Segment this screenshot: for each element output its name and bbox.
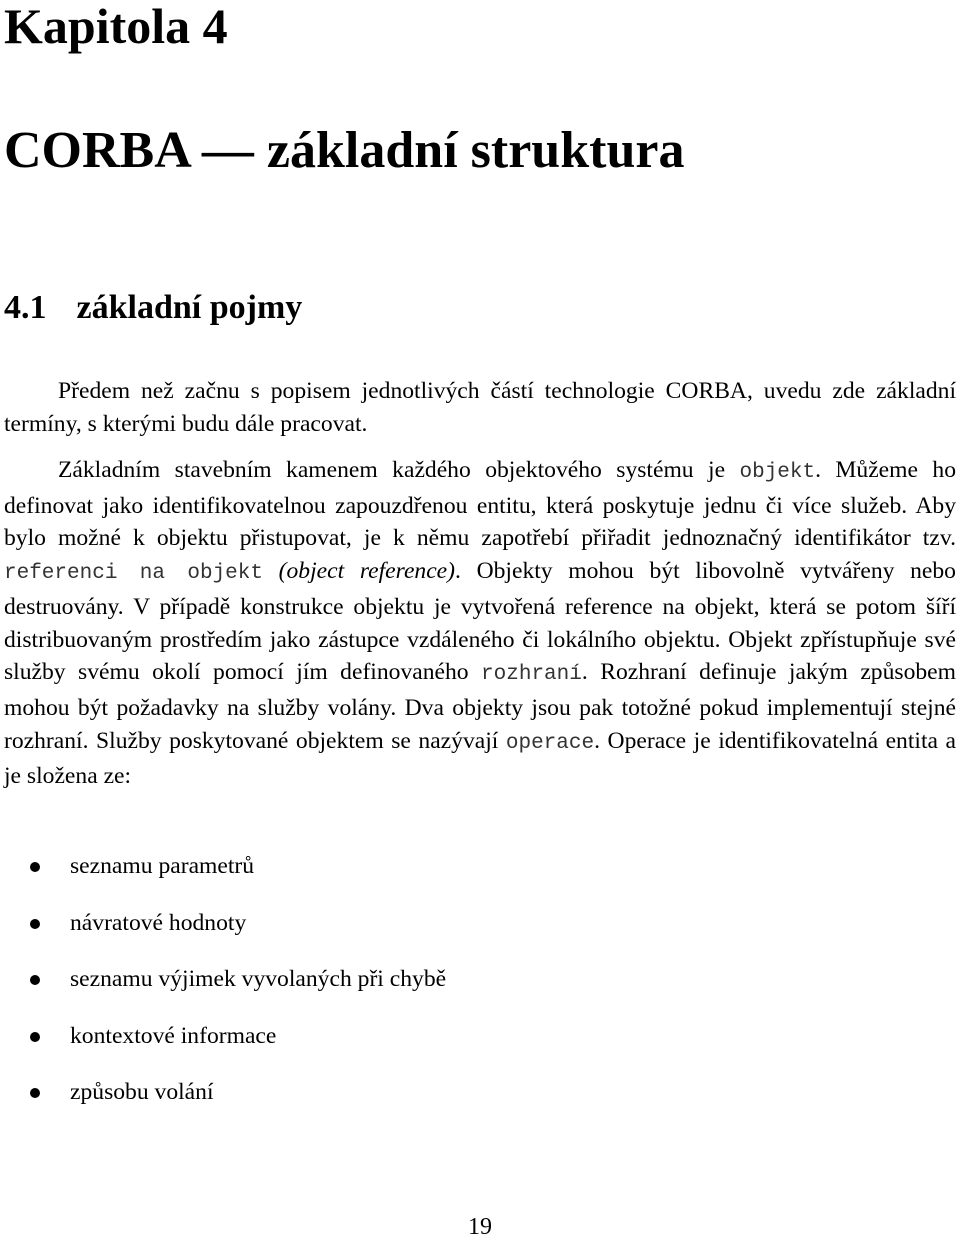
chapter-title: CORBA — základní struktura <box>4 122 685 179</box>
list-item-text: způsobu volání <box>70 1079 214 1106</box>
paragraph-space <box>263 558 279 584</box>
term-rozhrani: rozhraní <box>481 663 582 687</box>
paragraph-text-1: Základním stavebním kamenem každého objektového systému je <box>58 457 740 483</box>
list-item <box>4 848 446 905</box>
paragraph-text-6: . Operace je identifikovatelná entita a je složena ze: <box>4 727 957 790</box>
term-object-reference-italic: (object reference) <box>278 558 456 585</box>
chapter-label: Kapitola 4 <box>4 0 228 54</box>
bullet-icon <box>30 919 40 929</box>
list-item <box>4 1074 446 1131</box>
section-heading <box>4 286 302 330</box>
section-title: základní pojmy <box>76 289 303 326</box>
page-number: 19 <box>468 1214 492 1240</box>
bullet-icon <box>30 1032 40 1042</box>
section-number: 4.1 <box>4 289 47 326</box>
paragraph-object-definition <box>4 454 956 793</box>
list-item <box>4 905 446 962</box>
list-item-text: kontextové informace <box>70 1022 277 1049</box>
paragraph-intro-text: Předem než začnu s popisem jednotlivých částí technologie CORBA, uvedu zde základní termíny, s kterými budu dále pracovat. <box>4 378 956 437</box>
bullet-icon <box>30 862 40 872</box>
bullet-icon <box>30 1088 40 1098</box>
list-item-text: návratové hodnoty <box>70 909 247 936</box>
list-item <box>4 1018 446 1075</box>
list-item-text: seznamu parametrů <box>70 853 255 879</box>
bullet-icon <box>30 975 40 985</box>
term-reference: referenci na objekt <box>4 562 263 586</box>
list-item <box>4 961 446 1018</box>
paragraph-intro <box>4 375 956 440</box>
paragraph-text-4: . Objekty mohou být libovolně vytvářeny nebo destruovány. V případě konstrukce objektu je vytvořená reference na objekt, která se potom šíří distribuovaným prostředím jako zástupce vzdáleného či lokálního objektu. Objekt zpřístupňuje své služby svému okolí pomocí jím definovaného <box>4 558 956 686</box>
list-item-text: seznamu výjimek vyvolaných při chybě <box>70 966 447 993</box>
paragraph-text-5: . Rozhraní definuje jakým způsobem mohou být požadavky na služby volány. Dva objekty jsou pak totožné pokud implementují stejné rozhraní. Služby poskytované objektem se nazývají <box>4 659 956 754</box>
operation-components-list <box>4 848 446 1131</box>
paragraph-text-2: . Můžeme ho definovat jako identifikovatelnou zapouzdřenou entitu, která poskytuje jednu či více služeb. Aby bylo možné k objektu přistupovat, je k němu zapotřebí přiřadit jednoznačný identifikátor tzv. <box>4 457 956 552</box>
term-objekt: objekt <box>739 461 816 484</box>
term-operace: operace <box>505 731 595 755</box>
